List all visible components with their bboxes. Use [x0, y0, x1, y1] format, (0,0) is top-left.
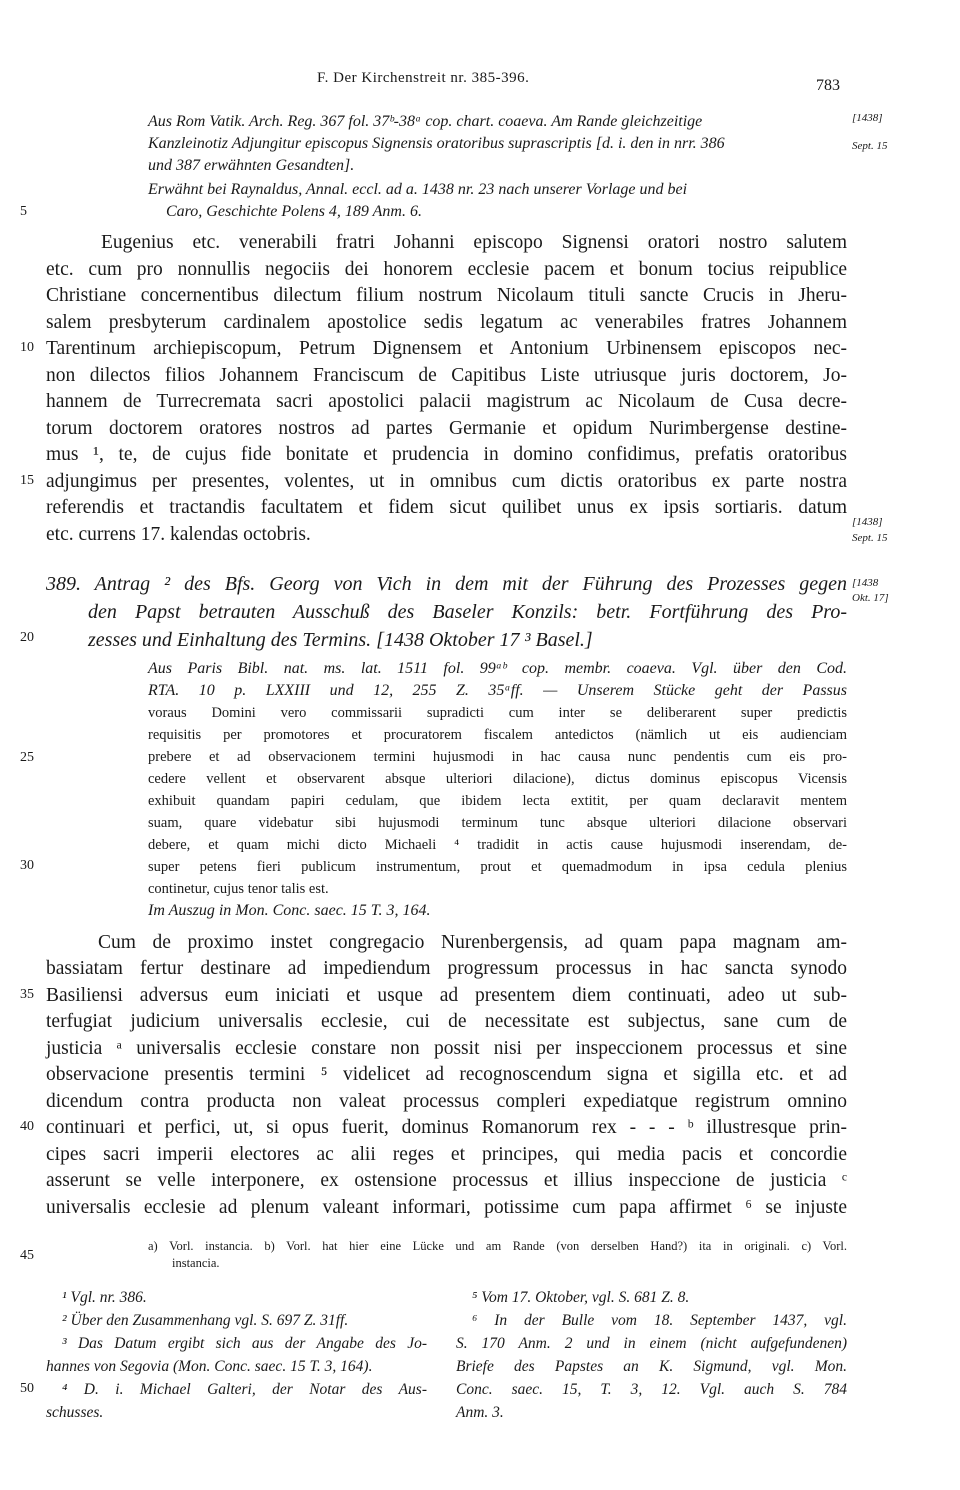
source-note-line: cedere vellent et observarent absque ulteriori dilacione), dictus dominus episcopus Vicensis	[148, 771, 847, 787]
footnote-line: ⁶ In der Bulle vom 18. September 1437, vgl.	[472, 1312, 847, 1329]
line-number: 45	[20, 1248, 34, 1263]
source-note-line: Erwähnt bei Raynaldus, Annal. eccl. ad a. 1438 nr. 23 nach unserer Vorlage und bei	[148, 181, 688, 198]
source-note-line: Im Auszug in Mon. Conc. saec. 15 T. 3, 164.	[148, 902, 431, 919]
body-line: Cum de proximo instet congregacio Nurenbergensis, ad quam papa magnam am-	[98, 932, 847, 953]
margin-date-year: [1438]	[852, 112, 883, 124]
document-heading: den Papst betrauten Ausschuß des Baseler Konzils: betr. Fortführung des Pro-	[88, 601, 847, 623]
line-number: 30	[20, 858, 34, 873]
line-number: 5	[20, 204, 27, 219]
body-line: continuari et perfici, ut, si opus fuerit, dominus Romanorum rex - - - ᵇ illustresque prin-	[46, 1117, 847, 1138]
document-heading: 389. Antrag ² des Bfs. Georg von Vich in dem mit der Führung des Prozesses gegen	[46, 573, 847, 595]
margin-date-day: Sept. 15	[852, 140, 888, 152]
footnote-line: ⁴ D. i. Michael Galteri, der Notar des Aus-	[62, 1381, 427, 1398]
source-note-line: und 387 erwähnten Gesandten].	[148, 157, 355, 174]
footnote-line: S. 170 Anm. 2 und in einem (nicht aufgefundenen)	[456, 1335, 847, 1352]
body-line: observacione presentis termini ⁵ videlicet ad recognoscendum signa et sigilla etc. et ad	[46, 1064, 847, 1085]
footnote-line: Briefe des Papstes an K. Sigmund, vgl. Mon.	[456, 1358, 847, 1375]
footnote-line: ⁵ Vom 17. Oktober, vgl. S. 681 Z. 8.	[472, 1289, 690, 1306]
body-line: Tarentinum archiepiscopum, Petrum Dignensem et Antonium Urbinensem episcopos nec-	[46, 338, 847, 359]
body-line: Christiane concernentibus dilectum filium nostrum Nicolaum tituli sancte Crucis in Jheru-	[46, 285, 847, 306]
source-note-line: Aus Rom Vatik. Arch. Reg. 367 fol. 37ᵇ-38ᵃ cop. chart. coaeva. Am Rande gleichzeitige	[148, 113, 703, 130]
body-line: justicia ᵃ universalis ecclesie constare non possit nisi per inspeccionem processus et sine	[46, 1038, 847, 1059]
line-number: 25	[20, 750, 34, 765]
source-note-line: exhibuit quandam papiri cedulam, que ibidem lecta extitit, per quam declaravit mentem	[148, 793, 847, 809]
footnote-line: ² Über den Zusammenhang vgl. S. 697 Z. 31ff.	[62, 1312, 349, 1329]
body-line: referendis et tractandis facultatem et fidem sicut quilibet unus ex ipsis sortiaris. datum	[46, 497, 847, 518]
footnote-line: schusses.	[46, 1404, 104, 1421]
body-line: bassiatam fertur destinare ad impediendum progressum processus in hac sancta synodo	[46, 958, 847, 979]
footnote-line: Conc. saec. 15, T. 3, 12. Vgl. auch S. 784	[456, 1381, 847, 1398]
body-line: mus ¹, te, de cujus fide bonitate et prudencia in domino confidimus, prefatis oratoribus	[46, 444, 847, 465]
source-note-line: requisitis per promotores et procuratorem fiscalem antedictos (nämlich ut eis audienciam	[148, 727, 847, 743]
margin-date-year: [1438	[852, 577, 879, 589]
source-note-line: prebere et ad observacionem termini hujusmodi in hac causa nunc pendentis cum eis pro-	[148, 749, 847, 765]
body-line: salem presbyterum cardinalem apostolice sedis legatum ac venerabiles fratres Johannem	[46, 312, 847, 333]
source-note-line: suam, quare videbatur sibi hujusmodi terminum tunc absque ulteriori dilacione observari	[148, 815, 847, 831]
source-note-line: continetur, cujus tenor talis est.	[148, 881, 329, 897]
body-line: dicendum contra producta non valeat processus compleri expediatque registrum omnino	[46, 1091, 847, 1112]
page-number: 783	[816, 77, 840, 94]
body-line: hannem de Turrecremata sacri apostolici palacii magistrum ac Nicolaum de Cusa decre-	[46, 391, 847, 412]
line-number: 35	[20, 987, 34, 1002]
body-line: asserunt se velle interponere, ex ostensione processus et illius inspeccione de justicia ᶜ	[46, 1170, 847, 1191]
body-line: Basiliensi adversus eum iniciati et usque ad presentem diem continuati, adeo ut sub-	[46, 985, 847, 1006]
margin-date-year: [1438]	[852, 516, 883, 528]
apparatus-line: a) Vorl. instancia. b) Vorl. hat hier eine Lücke und am Rande (von derselben Hand?) ita in originali. c) Vorl.	[148, 1239, 847, 1253]
body-line: cipes sacri imperii electores ac alii reges et principes, qui media pacis et concordie	[46, 1144, 847, 1165]
running-title: F. Der Kirchenstreit nr. 385-396.	[317, 70, 530, 86]
body-line-dating: etc. currens 17. kalendas octobris.	[46, 524, 311, 545]
document-heading: zesses und Einhaltung des Termins. [1438 Oktober 17 ³ Basel.]	[88, 629, 593, 651]
line-number: 40	[20, 1119, 34, 1134]
margin-date-day: Sept. 15	[852, 532, 888, 544]
apparatus-line: instancia.	[172, 1256, 220, 1270]
footnote-line: hannes von Segovia (Mon. Conc. saec. 15 T. 3, 164).	[46, 1358, 373, 1375]
line-number: 20	[20, 630, 34, 645]
source-note-line: Aus Paris Bibl. nat. ms. lat. 1511 fol. 99ᵃᵇ cop. membr. coaeva. Vgl. über den Cod.	[148, 660, 847, 677]
body-line: non dilectos filios Johannem Franciscum de Capitibus Liste utriusque juris doctorem, Jo-	[46, 365, 847, 386]
body-line: terfugiat judicium universalis ecclesie, cui de necessitate est subjectus, sane cum de	[46, 1011, 847, 1032]
source-note-line: Caro, Geschichte Polens 4, 189 Anm. 6.	[166, 203, 422, 220]
source-note-line: super petens fieri publicum instrumentum, prout et quemadmodum in ipsa cedula plenius	[148, 859, 847, 875]
body-line: etc. cum pro nonnullis negociis dei honorem ecclesie pacem et bonum tocius reipublice	[46, 259, 847, 280]
source-note-line: Kanzleinotiz Adjungitur episcopus Signensis oratoribus suprascriptis [d. i. den in nrr. 386	[148, 135, 725, 152]
footnote-line: ³ Das Datum ergibt sich aus der Angabe des Jo-	[62, 1335, 427, 1352]
body-line: torum doctorem oratores nostros ad partes Germanie et opidum Nurimbergense destine-	[46, 418, 847, 439]
source-note-line: voraus Domini vero commissarii supradicti cum inter se deliberarent super predictis	[148, 705, 847, 721]
source-note-line: debere, et quam michi dicto Michaeli ⁴ tradidit in actis cause hujusmodi inserendam, de-	[148, 837, 847, 853]
body-line: adjungimus per presentes, volentes, ut in omnibus cum dictis oratoribus ex parte nostra	[46, 471, 847, 492]
line-number: 15	[20, 473, 34, 488]
body-line: Eugenius etc. venerabili fratri Johanni episcopo Signensi oratori nostro salutem	[101, 232, 847, 253]
footnote-line: ¹ Vgl. nr. 386.	[62, 1289, 147, 1306]
footnote-line: Anm. 3.	[456, 1404, 504, 1421]
body-line: universalis ecclesie ad plenum valeant informari, potissime cum papa affirmet ⁶ se injuste	[46, 1197, 847, 1218]
line-number: 50	[20, 1381, 34, 1396]
source-note-line: RTA. 10 p. LXXIII und 12, 255 Z. 35ᵃff. — Unserem Stücke geht der Passus	[148, 682, 847, 699]
margin-date-day: Okt. 17]	[852, 592, 889, 604]
line-number: 10	[20, 340, 34, 355]
